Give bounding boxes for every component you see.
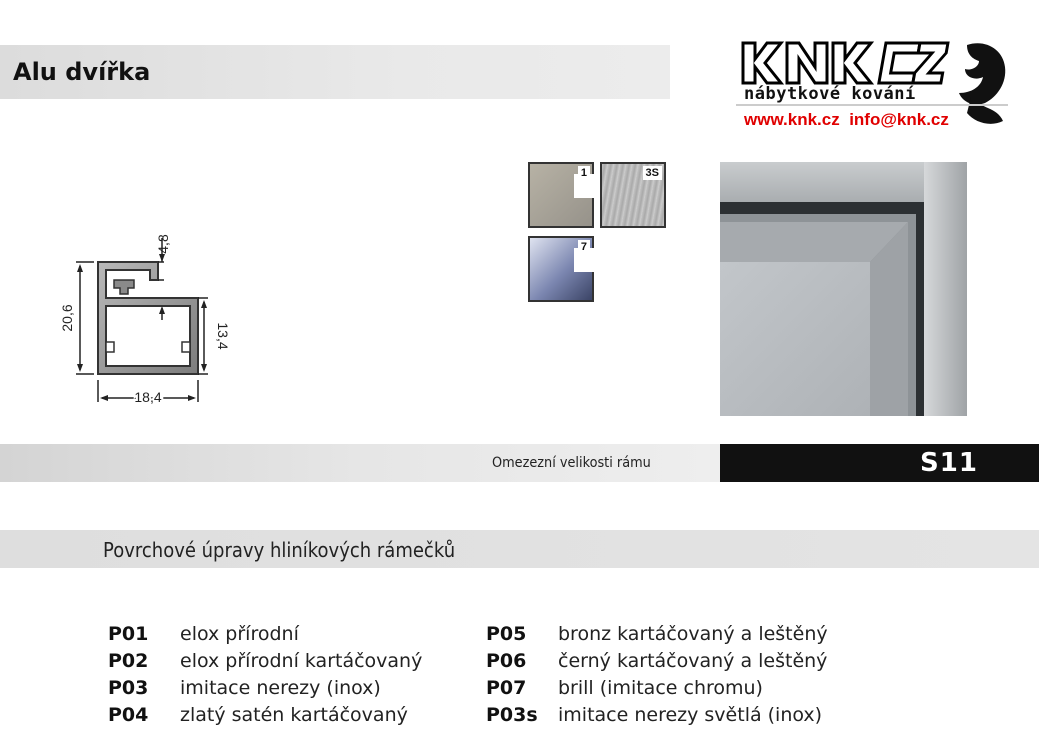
finish-code: P03s	[486, 704, 538, 726]
frame-size-limit-label: Omezezní velikosti rámu	[492, 455, 651, 471]
finish-code: P02	[108, 650, 149, 672]
finish-name: elox přírodní kartáčovaný	[180, 650, 423, 672]
swatch-number: 7	[578, 240, 590, 254]
dim-width: 18,4	[134, 389, 162, 405]
dim-inner-height: 13,4	[215, 322, 231, 350]
finish-item	[108, 677, 381, 699]
finish-item	[486, 677, 763, 699]
website-link[interactable]: www.knk.cz	[744, 110, 840, 129]
finish-code: P01	[108, 623, 149, 645]
finish-item	[108, 650, 422, 672]
finish-code: P04	[108, 704, 149, 726]
finish-code: P03	[108, 677, 149, 699]
finish-name: imitace nerezy (inox)	[180, 677, 381, 699]
finish-item	[486, 623, 828, 645]
swatch-number: 1	[578, 166, 590, 180]
finish-name: černý kartáčovaný a leštěný	[558, 650, 828, 672]
finish-name: bronz kartáčovaný a leštěný	[558, 623, 828, 645]
logo-divider	[736, 104, 1008, 106]
profile-code: S11	[920, 448, 978, 478]
email-link[interactable]: info@knk.cz	[849, 110, 949, 129]
swatch-3s	[600, 162, 666, 228]
finish-name: zlatý satén kartáčovaný	[180, 704, 408, 726]
profile-section	[98, 262, 198, 374]
surface-finish-heading: Povrchové úpravy hliníkových rámečků	[103, 538, 456, 562]
finish-item	[486, 704, 822, 726]
finish-code: P06	[486, 650, 527, 672]
finish-name: imitace nerezy světlá (inox)	[558, 704, 823, 726]
logo-contact	[744, 110, 949, 130]
knk-wordmark	[743, 43, 948, 83]
finish-item	[108, 704, 408, 726]
finish-item	[108, 623, 299, 645]
frame-corner-photo	[720, 162, 967, 416]
dim-total-height: 20,6	[59, 304, 75, 332]
swatch-number: 3S	[643, 166, 662, 180]
swatch-1	[528, 162, 594, 228]
logo-tagline: nábytkové kování	[744, 84, 916, 104]
profile-drawing	[58, 222, 248, 410]
profile-code-band	[720, 444, 1039, 482]
finish-name: brill (imitace chromu)	[558, 677, 763, 699]
finish-item	[486, 650, 827, 672]
finish-name: elox přírodní	[180, 623, 299, 645]
mascot-graphic	[959, 43, 1005, 124]
swatch-7	[528, 236, 594, 302]
finish-code: P05	[486, 623, 527, 645]
finish-code: P07	[486, 677, 527, 699]
dim-lip-height: 4,8	[155, 234, 171, 254]
page-title: Alu dvířka	[13, 58, 151, 86]
